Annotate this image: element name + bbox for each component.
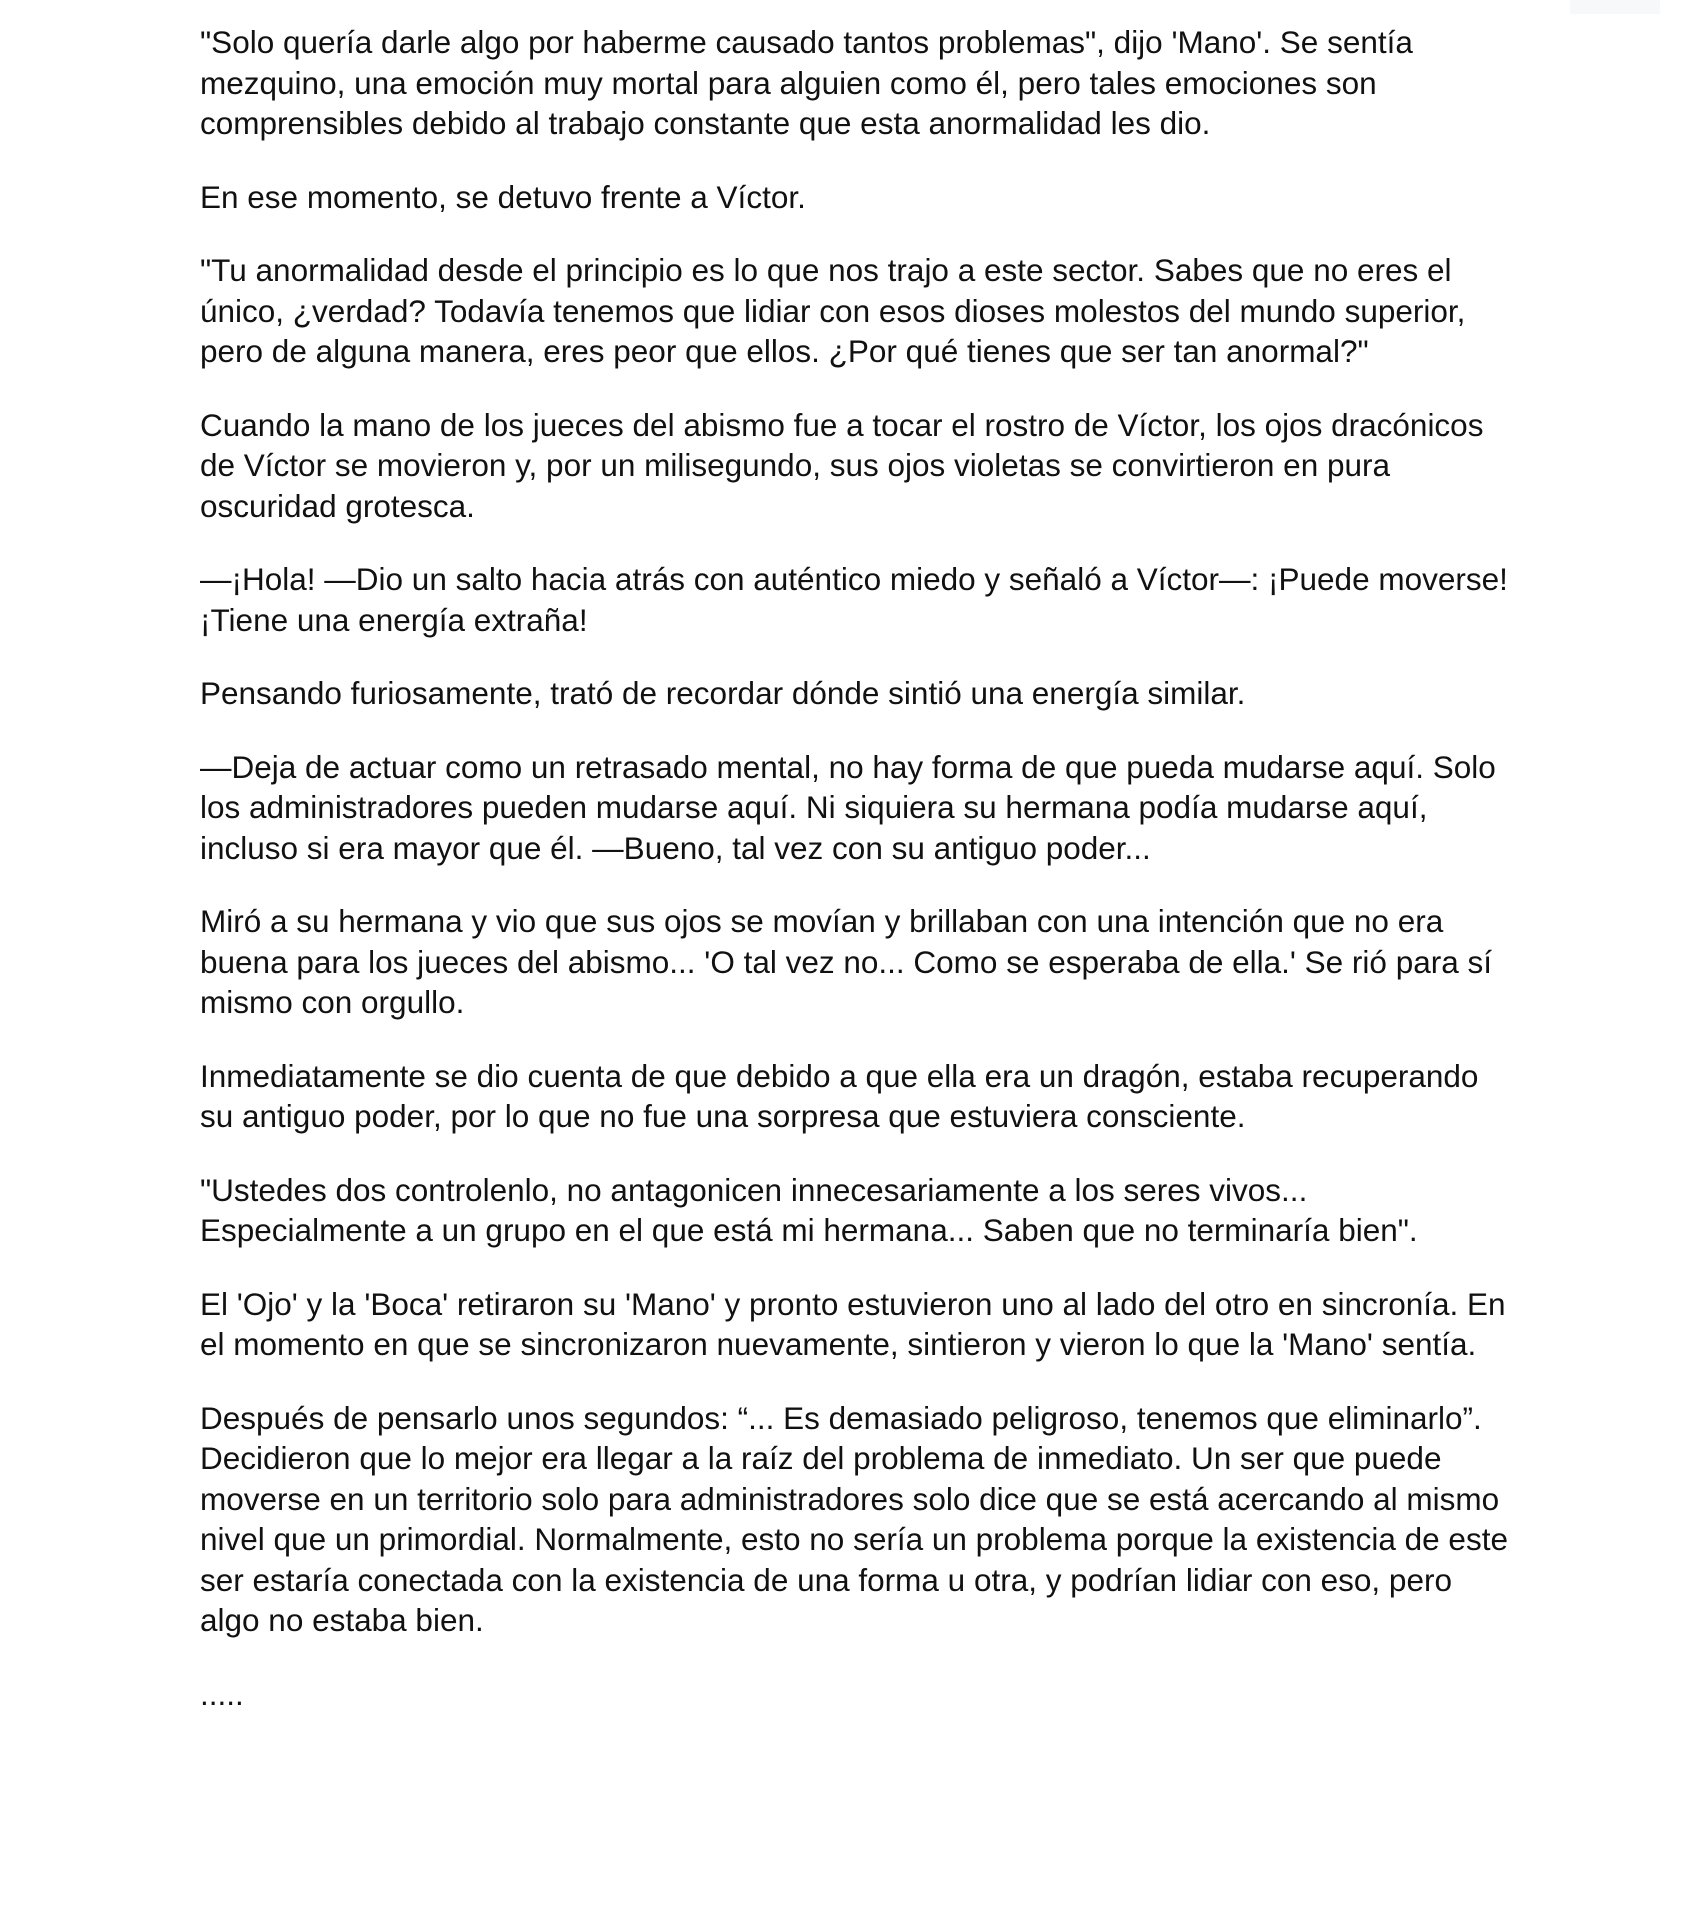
- paragraph: "Solo quería darle algo por haberme causado tantos problemas", dijo 'Mano'. Se sentía mezquino, una emoción muy mortal para alguien como él, pero tales emociones son comprensibles debido al trabajo constante que esta anormalidad les dio.: [200, 24, 1413, 141]
- paragraph: —¡Hola! —Dio un salto hacia atrás con auténtico miedo y señaló a Víctor—: ¡Puede moverse! ¡Tiene una energía extraña!: [200, 561, 1508, 638]
- paragraph: Pensando furiosamente, trató de recordar dónde sintió una energía similar.: [200, 675, 1246, 711]
- document-page: [200, 22, 1510, 1747]
- paragraph: Después de pensarlo unos segundos: “... Es demasiado peligroso, tenemos que eliminarlo”. Decidieron que lo mejor era llegar a la raíz del problema de inmediato. Un ser que puede moverse en un territorio solo para administradores solo dice que se está acercando al mismo nivel que un primordial. Normalmente, esto no sería un problema porque la existencia de este ser estaría conectada con la existencia de una forma u otra, y podrían lidiar con eso, pero algo no estaba bien.: [200, 1399, 1508, 1638]
- paragraph: —Deja de actuar como un retrasado mental, no hay forma de que pueda mudarse aquí. Solo los administradores pueden mudarse aquí. Ni siquiera su hermana podía mudarse aquí, incluso si era mayor que él. —Bueno, tal vez con su antiguo poder...: [200, 748, 1496, 866]
- paragraph: Cuando la mano de los jueces del abismo fue a tocar el rostro de Víctor, los ojos dracónicos de Víctor se movieron y, por un milisegundo, sus ojos violetas se convirtieron en pura oscuridad grotesca.: [200, 406, 1484, 524]
- paragraph: "Tu anormalidad desde el principio es lo que nos trajo a este sector. Sabes que no eres el único, ¿verdad? Todavía tenemos que lidiar con esos dioses molestos del mundo superior, pero de alguna manera, eres peor que ellos. ¿Por qué tienes que ser tan anormal?": [200, 252, 1466, 369]
- paragraph: Miró a su hermana y vio que sus ojos se movían y brillaban con una intención que no era buena para los jueces del abismo... 'O tal vez no... Como se esperaba de ella.' Se rió para sí mismo con orgullo.: [200, 903, 1492, 1020]
- paragraph: "Ustedes dos controlenlo, no antagonicen innecesariamente a los seres vivos... Especialmente a un grupo en el que está mi hermana... Saben que no terminaría bien".: [200, 1171, 1418, 1248]
- paragraph: El 'Ojo' y la 'Boca' retiraron su 'Mano' y pronto estuvieron uno al lado del otro en sincronía. En el momento en que se sincronizaron nuevamente, sintieron y vieron lo que la 'Mano' sentía.: [200, 1285, 1506, 1362]
- paragraph: Inmediatamente se dio cuenta de que debido a que ella era un dragón, estaba recuperando su antiguo poder, por lo que no fue una sorpresa que estuviera consciente.: [200, 1057, 1479, 1134]
- ellipsis-paragraph: .....: [200, 1675, 244, 1712]
- corner-mark: [1570, 0, 1660, 14]
- paragraph: En ese momento, se detuvo frente a Víctor.: [200, 178, 806, 215]
